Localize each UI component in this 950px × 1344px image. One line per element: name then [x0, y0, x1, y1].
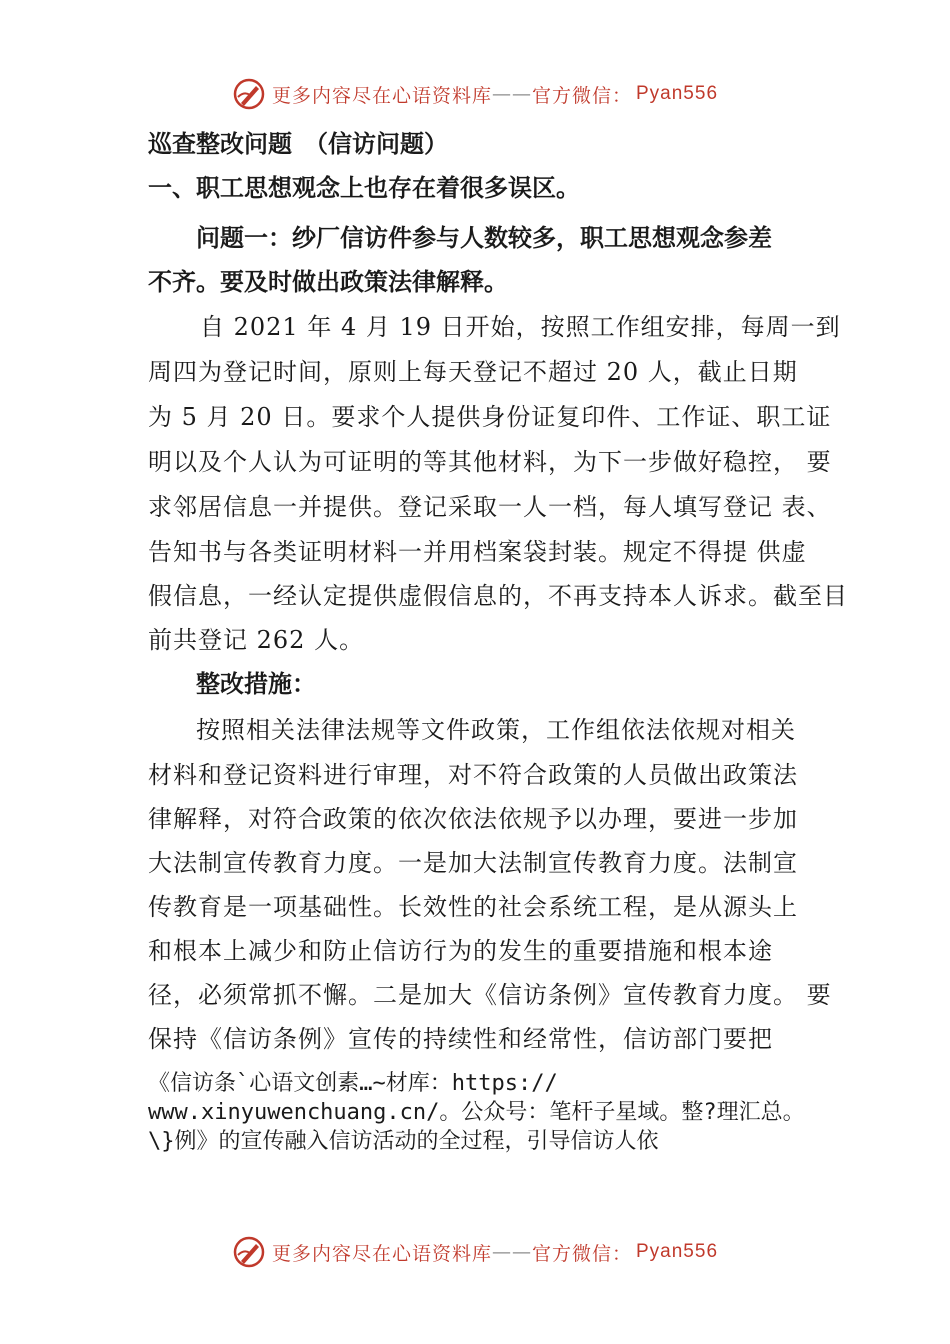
header-watermark-banner: [0, 74, 950, 114]
para1-line-3: 为 5 月 20 日。要求个人提供身份证复印件、工作证、职工证: [148, 403, 832, 431]
garbled-line-2: www.xinyuwenchuang.cn/。公众号：笔杆子星域。整?理汇总。: [148, 1100, 805, 1125]
para2-line-5: 传教育是一项基础性。长效性的社会系统工程，是从源头上: [148, 893, 798, 921]
problem-line-2: 不齐。要及时做出政策法律解释。: [148, 268, 508, 296]
para2-line-7: 径，必须常抓不懈。二是加大《信访条例》宣传教育力度。 要: [148, 981, 832, 1009]
para2-line-3: 律解释，对符合政策的依次依法依规予以办理，要进一步加: [148, 805, 798, 833]
para1-line-2: 周四为登记时间，原则上每天登记不超过 20 人，截止日期: [148, 358, 798, 386]
problem-line-1: 问题一：纱厂信访件参与人数较多，职工思想观念参差: [196, 224, 772, 252]
banner-text-main: 更多内容尽在心语资料库: [271, 84, 492, 107]
pen-logo-icon: [232, 77, 266, 111]
para1-line-6: 告知书与各类证明材料一并用档案袋封装。规定不得提 供虚: [148, 538, 807, 566]
banner-wechat-label: 官方微信：: [531, 1242, 632, 1265]
pen-logo-icon: [232, 1235, 266, 1269]
banner-wechat-id: Pyan556: [636, 1241, 719, 1262]
para2-line-8: 保持《信访条例》宣传的持续性和经常性，信访部门要把: [148, 1025, 773, 1053]
banner-wechat-id: Pyan556: [636, 83, 719, 104]
para1-line-4: 明以及个人认为可证明的等其他材料，为下一步做好稳控， 要: [148, 448, 832, 476]
banner-wechat-label: 官方微信：: [531, 84, 632, 107]
section-heading: 一、职工思想观念上也存在着很多误区。: [148, 174, 580, 202]
para1-line-5: 求邻居信息一并提供。登记采取一人一档，每人填写登记 表、: [148, 493, 832, 521]
document-title: 巡查整改问题 （信访问题）: [148, 130, 448, 158]
banner-text-main: 更多内容尽在心语资料库: [271, 1242, 492, 1265]
garbled-line-1: 《信访条`心语文创素…~材库：https://: [148, 1071, 558, 1096]
banner-dash: ——: [491, 83, 532, 105]
para2-line-1: 按照相关法律法规等文件政策，工作组依法依规对相关: [196, 716, 796, 744]
garbled-line-3: \}例》的宣传融入信访活动的全过程，引导信访人依: [148, 1129, 659, 1154]
para1-line-1: 自 2021 年 4 月 19 日开始，按照工作组安排，每周一到: [200, 313, 841, 341]
banner-dash: ——: [491, 1241, 532, 1263]
footer-watermark-banner: [0, 1232, 950, 1272]
para2-line-6: 和根本上减少和防止信访行为的发生的重要措施和根本途: [148, 937, 773, 965]
para1-line-7: 假信息，一经认定提供虚假信息的，不再支持本人诉求。截至目: [148, 582, 848, 610]
measures-heading: 整改措施：: [196, 670, 316, 698]
para1-line-8: 前共登记 262 人。: [148, 626, 365, 654]
para2-line-4: 大法制宣传教育力度。一是加大法制宣传教育力度。法制宣: [148, 849, 798, 877]
para2-line-2: 材料和登记资料进行审理，对不符合政策的人员做出政策法: [148, 761, 798, 789]
